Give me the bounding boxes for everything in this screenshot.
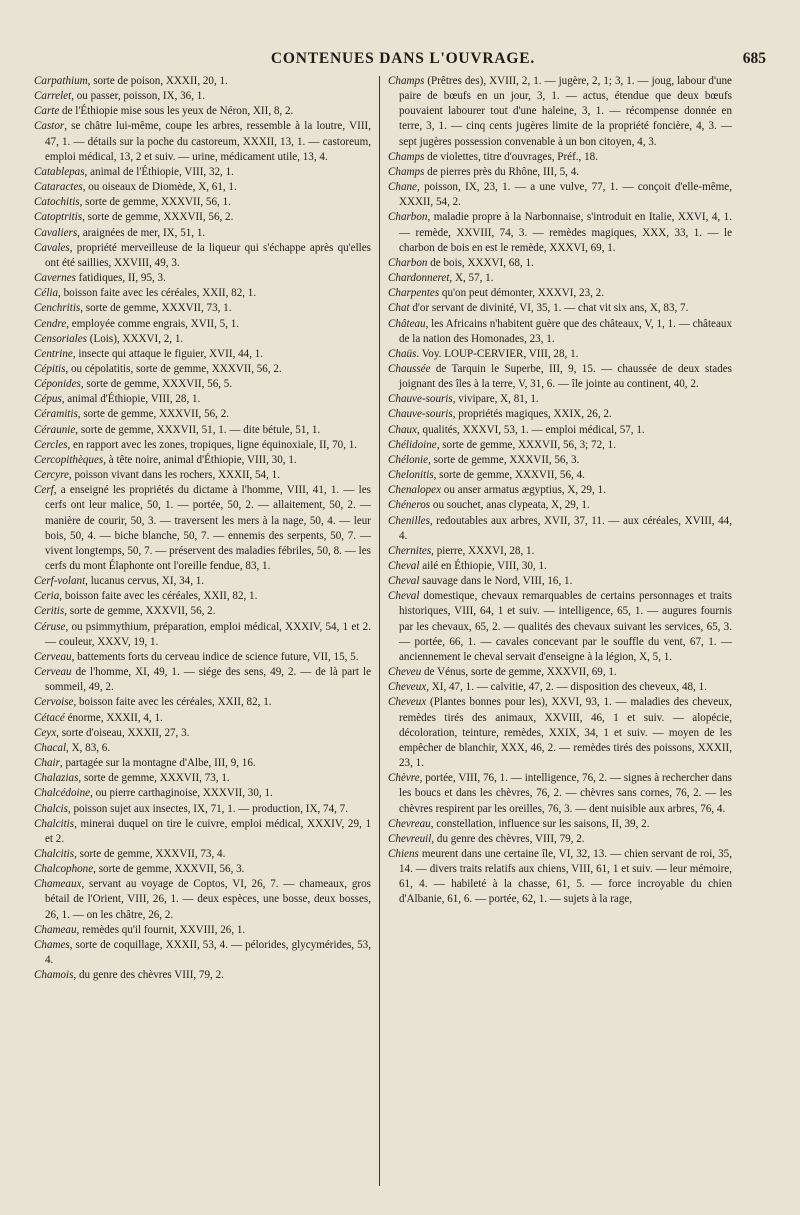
- entry-text: de l'homme, XI, 49, 1. — siége des sens, 49, 2. — de là part le sommeil, 49, 2.: [45, 666, 371, 694]
- entry-headword: Cerveau: [34, 650, 72, 663]
- entry-text: , sorte de poison, XXXII, 20, 1.: [87, 75, 228, 87]
- index-entry: [388, 453, 732, 468]
- entry-headword: Charbon: [388, 211, 428, 224]
- entry-headword: Catablepas: [34, 165, 85, 178]
- index-entry: [388, 407, 732, 422]
- index-entry: [34, 695, 371, 710]
- index-entry: [388, 347, 732, 362]
- entry-text: , portée, VIII, 76, 1. — intelligence, 76, 2. — signes à rechercher dans les boucs et dans les chèvres, 76, 2. — chèvres sans cornes, 76, 2. — les chèvres respirent par les oreilles, 76, 3. — dent nuisible aux arbres, 76, 4.: [399, 772, 732, 815]
- entry-text: , se châtre lui-même, coupe les arbres, ressemble à la loutre, VIII, 47, 1. — détails sur la poche du castoreum, XXXII, 13, 1. — castoreum, emploi médical, 13, 2 et suiv. — urine, médicament utile, 13, 4.: [45, 120, 371, 163]
- entry-text: , propriétés magiques, XXIX, 26, 2.: [452, 408, 612, 421]
- entry-headword: Céramitis: [34, 408, 78, 421]
- entry-headword: Céraunie: [34, 423, 76, 436]
- entry-headword: Cheveu: [388, 666, 422, 679]
- index-entry: [388, 483, 732, 498]
- index-entry: [34, 119, 371, 164]
- entry-headword: Chauve-souris: [388, 408, 453, 421]
- entry-text: , sorte de coquillage, XXXII, 53, 4. — pélorides, glycymérides, 53, 4.: [45, 938, 371, 967]
- entry-text: , minerai duquel on tire le cuivre, emploi médical, XXXIV, 29, 1 et 2.: [45, 817, 371, 845]
- entry-text: , araignées de mer, IX, 51, 1.: [77, 226, 206, 239]
- entry-text: (Plantes bonnes pour les), XXVI, 93, 1. — maladies des cheveux, remèdes tirés des animaux, XXVIII, 46, 1 et suiv. — alopécie, décoloration, teinture, remèdes, XXIX, 34, 1 et suiv. — moyen de les empêcher de blanchir, XXX, 46, 2. — remèdes tirés des poissons, XXXII, 23, 1.: [399, 696, 732, 770]
- entry-headword: Cheval: [388, 560, 420, 572]
- index-entry: [388, 498, 732, 513]
- index-entry: [388, 165, 732, 180]
- entry-headword: Champs: [388, 165, 425, 178]
- entry-headword: Chevreuil: [388, 832, 432, 845]
- entry-text: , en rapport avec les zones, tropiques, ligne équinoxiale, II, 70, 1.: [67, 438, 358, 451]
- index-entry: [388, 301, 732, 316]
- index-entry: [388, 695, 732, 771]
- entry-text: , a enseigné les propriétés du dictame à l'homme, VIII, 41, 1. — les cerfs ont leur malice, 50, 1. — portée, 50, 2. — allaitement, 50, 2. — manière de courir, 50, 3. — traversent les mers à la nage, 50, 4. — leur bois, 50, 4. — biche blanche, 50, 7. — ennemis des serpents, 50, 7. — vivent longtemps, 50, 7. — préservent des maladies fébriles, 50, 8. — les cerfs du mont Élaphonte ont l'oreille fendue, 83, 1.: [45, 484, 371, 572]
- entry-text: , propriété merveilleuse de la liqueur qui s'échappe après qu'elles ont été saillies, XXVIII, 49, 3.: [45, 241, 371, 269]
- entry-headword: Chalcédoine: [34, 787, 91, 800]
- index-entry: [388, 74, 732, 150]
- entry-headword: Chevreau: [388, 817, 431, 830]
- entry-headword: Cervoise: [34, 696, 74, 709]
- entry-text: , ou psimmythium, préparation, emploi médical, XXXIV, 54, 1 et 2. — couleur, XXXV, 19, 1.: [45, 620, 371, 648]
- entry-headword: Chauve-souris: [388, 393, 453, 406]
- entry-text: , servant au voyage de Coptos, VI, 26, 7. — chameaux, gros bétail de l'Orient, VIII, 26, 1. — deux espèces, une bosse, deux bosses, 26, 1. — on les châtre, 26, 2.: [45, 878, 371, 921]
- entry-headword: Chacal: [34, 741, 67, 754]
- entry-text: qu'on peut démonter, XXXVI, 23, 2.: [439, 287, 605, 300]
- entry-text: , sorte de gemme, XXXVII, 56, 1.: [79, 196, 231, 209]
- index-entry: [388, 210, 732, 255]
- entry-headword: Cétacé: [34, 711, 65, 724]
- entry-text: , vivipare, X, 81, 1.: [452, 393, 539, 406]
- entry-text: domestique, chevaux remarquables de certains personnages et traits historiques, VIII, 64, 1 et suiv. — intelligence, 65, 1. — augures fournis par les chevaux, 65, 2. — qualités des chevaux suivant les services, 65, 3. — portée, 66, 1. — cavales concevant par le souffle du vent, 67, 1. — anciennement le cheval servait d'enseigne à la légion, X, 5, 1.: [399, 590, 732, 663]
- index-entry: [34, 786, 371, 801]
- entry-headword: Ceria: [34, 590, 60, 603]
- index-entry: [388, 574, 732, 589]
- entry-text: , sorte de gemme, XXXVII, 56, 4.: [433, 469, 585, 482]
- index-entry: [388, 468, 732, 483]
- index-entry: [388, 317, 732, 347]
- entry-text: , employée comme engrais, XVII, 5, 1.: [66, 317, 240, 330]
- entry-text: , animal d'Éthiopie, VIII, 28, 1.: [61, 393, 201, 406]
- index-entry: [388, 256, 732, 271]
- index-entry: [388, 286, 732, 301]
- entry-headword: Cerf-volant: [34, 575, 86, 588]
- index-entry: [388, 423, 732, 438]
- entry-text: , pierre, XXXVI, 28, 1.: [431, 544, 535, 557]
- index-entry: [34, 74, 371, 89]
- entry-headword: Censoriales: [34, 332, 88, 345]
- entry-text: , insecte qui attaque le figuier, XVII, 44, 1.: [72, 347, 264, 360]
- index-entry: [34, 726, 371, 741]
- entry-headword: Cercyre: [34, 469, 69, 482]
- entry-text: , ou passer, poisson, IX, 36, 1.: [71, 90, 206, 103]
- entry-headword: Centrine: [34, 347, 73, 360]
- entry-text: , remèdes qu'il fournit, XXVIII, 26, 1.: [76, 923, 246, 936]
- index-entry: [34, 847, 371, 862]
- entry-text: , qualités, XXXVI, 53, 1. — emploi médical, 57, 1.: [416, 423, 645, 436]
- index-entry: [388, 392, 732, 407]
- entry-text: , constellation, influence sur les saisons, II, 39, 2.: [430, 817, 650, 830]
- entry-text: énorme, XXXII, 4, 1.: [64, 711, 163, 724]
- entry-headword: Chalcitis: [34, 817, 75, 830]
- entry-text: . Voy. LOUP-CERVIER, VIII, 28, 1.: [416, 347, 579, 360]
- index-columns: [34, 74, 770, 1194]
- index-entry: [34, 817, 371, 847]
- entry-headword: Cépus: [34, 393, 62, 406]
- entry-headword: Cerf: [34, 484, 54, 497]
- index-entry: [388, 438, 732, 453]
- entry-text: ou anser armatus ægyptius, X, 29, 1.: [441, 484, 606, 497]
- entry-headword: Chair: [34, 757, 60, 770]
- entry-headword: Cataractes: [34, 181, 83, 194]
- entry-headword: Carrelet: [34, 90, 72, 103]
- index-entry: [34, 741, 371, 756]
- entry-text: , redoutables aux arbres, XVII, 37, 11. — aux céréales, XVIII, 44, 4.: [399, 514, 732, 542]
- entry-headword: Cavernes: [34, 272, 76, 285]
- entry-headword: Chamois: [34, 969, 74, 982]
- entry-headword: Chaüs: [388, 347, 417, 360]
- index-entry: [34, 407, 371, 422]
- entry-headword: Champs: [388, 150, 425, 163]
- entry-text: de Vénus, sorte de gemme, XXXVII, 69, 1.: [421, 666, 617, 679]
- entry-headword: Catoptritis: [34, 211, 83, 224]
- entry-headword: Chenalopex: [388, 484, 441, 497]
- entry-text: , ou cépolatitis, sorte de gemme, XXXVII, 56, 2.: [65, 362, 282, 375]
- entry-headword: Ceyx: [34, 726, 57, 739]
- entry-text: de Tarquin le Superbe, III, 9, 15. — chaussée de deux stades joignant des îles à la terre, V, 31, 6. — île jointe au continent, 40, 2.: [399, 362, 732, 391]
- index-entry: [388, 817, 732, 832]
- entry-headword: Chernites: [388, 544, 432, 557]
- entry-text: (Lois), XXXVI, 2, 1.: [87, 332, 184, 345]
- entry-text: , sorte de gemme, XXXVII, 73, 4.: [74, 847, 226, 860]
- index-entry: [34, 104, 371, 119]
- entry-text: , boisson faite avec les céréales, XXII, 82, 1.: [59, 590, 258, 603]
- entry-headword: Château: [388, 317, 426, 330]
- entry-headword: Chalcis: [34, 802, 68, 815]
- entry-text: , du genre des chèvres, VIII, 79, 2.: [431, 832, 585, 845]
- entry-headword: Chalcophone: [34, 863, 94, 876]
- entry-text: , poisson vivant dans les rochers, XXXII, 54, 1.: [68, 469, 280, 482]
- entry-text: , sorte de gemme, XXXVII, 56, 3; 72, 1.: [436, 438, 617, 451]
- entry-text: d'or servant de divinité, VI, 35, 1. — chat vit six ans, X, 83, 7.: [409, 302, 689, 315]
- index-entry: [34, 802, 371, 817]
- index-entry: [34, 438, 371, 453]
- index-entry: [34, 862, 371, 877]
- entry-headword: Chéneros: [388, 499, 431, 512]
- entry-headword: Cenchritis: [34, 302, 81, 315]
- index-entry: [388, 180, 732, 210]
- entry-headword: Chèvre: [388, 772, 420, 785]
- index-entry: [34, 468, 371, 483]
- entry-headword: Cavaliers: [34, 226, 78, 239]
- entry-headword: Carpathium: [34, 75, 88, 87]
- index-entry: [388, 771, 732, 816]
- index-entry: [34, 286, 371, 301]
- entry-text: , sorte de gemme, XXXVII, 56, 3.: [428, 453, 580, 466]
- right-column: [380, 74, 732, 1194]
- entry-headword: Cercles: [34, 438, 68, 451]
- entry-text: de bois, XXXVI, 68, 1.: [427, 256, 534, 269]
- entry-headword: Chameau: [34, 923, 77, 936]
- entry-headword: Cendre: [34, 317, 67, 330]
- entry-headword: Chiens: [388, 847, 419, 860]
- entry-text: meurent dans une certaine île, VI, 32, 13. — chien servant de roi, 35, 14. — divers traits relatifs aux chiens, VIII, 61, 1 et suiv. — leur mémoire, 61, 4. — habileté à la chasse, 61, 5. — force incroyable du chien d'Albanie, 61, 6. — portée, 62, 1. — sujets à la rage,: [399, 847, 732, 906]
- entry-text: , les Africains n'habitent guère que des châteaux, V, 1, 1. — châteaux de la nation des Homonades, 23, 1.: [399, 317, 732, 345]
- entry-headword: Cheveux: [388, 681, 427, 694]
- entry-headword: Cercopithèques: [34, 453, 104, 466]
- entry-headword: Chelonitis: [388, 469, 434, 482]
- entry-text: , partagée sur la montagne d'Albe, III, 9, 16.: [59, 757, 256, 770]
- index-entry: [34, 317, 371, 332]
- left-column: [34, 74, 379, 1194]
- index-entry: [34, 877, 371, 922]
- index-entry: [388, 150, 732, 165]
- index-entry: [34, 574, 371, 589]
- entry-text: , boisson faite avec les céréales, XXII, 82, 1.: [73, 696, 272, 709]
- entry-headword: Chaux: [388, 423, 417, 436]
- entry-headword: Ceritis: [34, 605, 65, 618]
- entry-headword: Catochitis: [34, 196, 80, 209]
- index-entry: [34, 650, 371, 665]
- index-entry: [34, 771, 371, 786]
- entry-text: , sorte de gemme, XXXVII, 56, 3.: [93, 863, 245, 876]
- entry-text: , maladie propre à la Narbonnaise, s'introduit en Italie, XXVI, 4, 1. — remède, XXVIII, 74, 3. — remèdes magiques, XXX, 33, 1. — le charbon de bois en est le remède, XXXVI, 69, 1.: [399, 211, 732, 254]
- index-entry: [34, 756, 371, 771]
- entry-text: sauvage dans le Nord, VIII, 16, 1.: [419, 575, 573, 588]
- entry-headword: Chalcitis: [34, 847, 75, 860]
- index-entry: [34, 589, 371, 604]
- entry-text: , poisson sujet aux insectes, IX, 71, 1. — production, IX, 74, 7.: [67, 802, 348, 815]
- entry-text: de violettes, titre d'ouvrages, Préf., 18.: [424, 150, 598, 163]
- entry-text: , sorte de gemme, XXXVII, 73, 1.: [80, 302, 232, 315]
- entry-headword: Chat: [388, 302, 410, 315]
- index-entry: [34, 453, 371, 468]
- entry-text: , poisson, IX, 23, 1. — a une vulve, 77, 1. — conçoit d'elle-même, XXXII, 54, 2.: [399, 181, 732, 209]
- index-entry: [34, 210, 371, 225]
- entry-text: , XI, 47, 1. — calvitie, 47, 2. — disposition des cheveux, 48, 1.: [426, 681, 707, 694]
- index-entry: [34, 620, 371, 650]
- entry-text: , animal de l'Éthiopie, VIII, 32, 1.: [84, 165, 234, 178]
- entry-headword: Charbon: [388, 256, 428, 269]
- entry-text: (Prêtres des), XVIII, 2, 1. — jugère, 2, 1; 3, 1. — joug, labour d'une paire de bœufs en un jour, 3, 1. — actus, étendue que deux bœufs pouvaient labourer tout d'une haleine, 3, 1. — récompense donnée en terre, 3, 1. — cinq cents jugères limite de la propriété foncière, 4, 3. — sept jugères possession convenable à un bon citoyen, 4, 3.: [399, 75, 732, 148]
- entry-text: , boisson faite avec les céréales, XXII, 82, 1.: [58, 287, 257, 300]
- page-header: [40, 50, 766, 74]
- entry-text: , X, 83, 6.: [66, 741, 111, 754]
- entry-headword: Charpentes: [388, 287, 440, 300]
- entry-headword: Cheval: [388, 590, 420, 603]
- index-entry: [388, 514, 732, 544]
- entry-headword: Céponides: [34, 378, 81, 391]
- index-entry: [388, 544, 732, 559]
- entry-headword: Chélonie: [388, 453, 429, 466]
- page-number: 685: [742, 50, 766, 67]
- index-entry: [34, 347, 371, 362]
- index-entry: [34, 938, 371, 968]
- entry-text: ailé en Éthiopie, VIII, 30, 1.: [419, 560, 547, 572]
- index-entry: [388, 847, 732, 908]
- entry-headword: Champs: [388, 75, 425, 87]
- entry-text: , ou oiseaux de Diomède, X, 61, 1.: [82, 181, 237, 194]
- entry-text: , sorte de gemme, XXXVII, 56, 2.: [82, 211, 234, 224]
- index-entry: [34, 711, 371, 726]
- entry-text: , ou pierre carthaginoise, XXXVII, 30, 1.: [90, 787, 273, 800]
- entry-headword: Cheval: [388, 575, 420, 588]
- entry-headword: Chane: [388, 181, 417, 194]
- index-entry: [34, 377, 371, 392]
- index-entry: [388, 665, 732, 680]
- entry-text: , sorte de gemme, XXXVII, 73, 1.: [78, 772, 230, 785]
- index-entry: [34, 392, 371, 407]
- index-entry: [388, 589, 732, 665]
- index-entry: [34, 332, 371, 347]
- index-entry: [34, 195, 371, 210]
- index-entry: [34, 165, 371, 180]
- index-entry: [34, 89, 371, 104]
- index-entry: [34, 241, 371, 271]
- entry-headword: Cépitis: [34, 362, 66, 375]
- entry-headword: Chameaux: [34, 878, 82, 891]
- entry-text: , battements forts du cerveau indice de science future, VII, 15, 5.: [71, 650, 359, 663]
- entry-headword: Chaussée: [388, 362, 431, 375]
- index-entry: [34, 968, 371, 983]
- entry-text: , sorte de gemme, XXXVII, 56, 2.: [77, 408, 230, 421]
- entry-headword: Chames: [34, 938, 70, 951]
- running-title: CONTENUES DANS L'OUVRAGE.: [270, 50, 536, 67]
- index-entry: [34, 423, 371, 438]
- entry-headword: Céruse: [34, 620, 66, 633]
- entry-text: fatidiques, II, 95, 3.: [75, 272, 166, 285]
- index-entry: [388, 680, 732, 695]
- entry-text: , à tête noire, animal d'Éthiopie, VIII, 30, 1.: [103, 453, 297, 466]
- index-entry: [34, 301, 371, 316]
- entry-text: ou souchet, anas clypeata, X, 29, 1.: [430, 499, 590, 512]
- entry-text: , sorte de gemme, XXXVII, 56, 2.: [64, 605, 216, 618]
- index-entry: [34, 362, 371, 377]
- entry-text: , lucanus cervus, XI, 34, 1.: [85, 575, 205, 588]
- entry-headword: Cheveux: [388, 696, 427, 709]
- entry-text: , X, 57, 1.: [449, 272, 494, 285]
- entry-text: , du genre des chèvres VIII, 79, 2.: [73, 969, 224, 982]
- entry-headword: Cavales: [34, 241, 70, 254]
- index-entry: [34, 483, 371, 574]
- entry-headword: Chélidoine: [388, 438, 437, 451]
- entry-headword: Castor: [34, 120, 65, 133]
- entry-text: , sorte de gemme, XXXVII, 56, 5.: [80, 378, 233, 391]
- entry-headword: Chenilles: [388, 514, 430, 527]
- entry-text: de pierres près du Rhône, III, 5, 4.: [424, 165, 580, 178]
- index-entry: [34, 226, 371, 241]
- index-entry: [388, 832, 732, 847]
- index-entry: [388, 559, 732, 574]
- index-entry: [34, 604, 371, 619]
- entry-text: , sorte de gemme, XXXVII, 51, 1. — dite bétule, 51, 1.: [75, 423, 321, 436]
- index-entry: [34, 665, 371, 695]
- index-entry: [34, 180, 371, 195]
- entry-headword: Chalazias: [34, 772, 79, 785]
- index-entry: [34, 271, 371, 286]
- entry-headword: Chardonneret: [388, 272, 450, 285]
- entry-headword: Cerveau: [34, 666, 72, 679]
- index-entry: [388, 271, 732, 286]
- index-entry: [388, 362, 732, 392]
- entry-text: , sorte d'oiseau, XXXII, 27, 3.: [56, 726, 190, 739]
- entry-headword: Carte: [34, 105, 60, 118]
- index-entry: [34, 923, 371, 938]
- entry-text: de l'Éthiopie mise sous les yeux de Néron, XII, 8, 2.: [59, 105, 294, 118]
- entry-headword: Célia: [34, 287, 59, 300]
